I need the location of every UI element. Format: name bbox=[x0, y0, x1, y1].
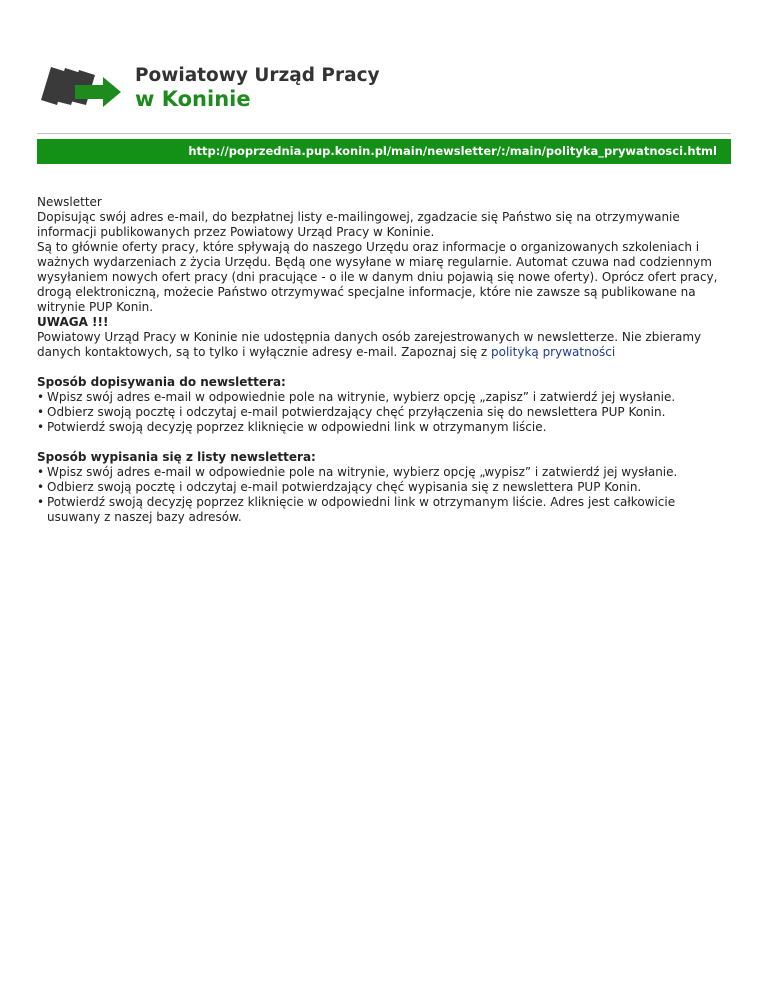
bullet-icon: • bbox=[37, 495, 45, 509]
bullet-icon: • bbox=[37, 420, 45, 434]
unsubscribe-heading: Sposób wypisania się z listy newslettera: bbox=[37, 450, 316, 464]
header-divider bbox=[37, 133, 731, 134]
privacy-policy-link[interactable]: polityką prywatności bbox=[491, 345, 616, 359]
bullet-icon: • bbox=[37, 390, 45, 404]
warning-block bbox=[37, 315, 731, 360]
logo[interactable] bbox=[37, 60, 397, 115]
bullet-icon: • bbox=[37, 465, 45, 479]
list-item: • Odbierz swoją pocztę i odczytaj e-mail potwierdzający chęć wypisania się z newslettera PUP Konin. bbox=[37, 480, 642, 494]
intro-paragraph: Dopisując swój adres e-mail, do bezpłatnej listy e-mailingowej, zgadzacie się Państwo się na otrzymywanie informacji publikowanych przez Powiatowy Urząd Pracy w Koninie. bbox=[37, 210, 680, 239]
cards-arrow-logo-icon bbox=[37, 63, 123, 109]
description-paragraph: Są to głównie oferty pracy, które spływają do naszego Urzędu oraz informacje o organizowanych szkoleniach i ważnych wydarzeniach z życia Urzędu. Będą one wysyłane w miarę regularnie. Automat czuwa nad codziennym wysyłaniem nowych ofert pracy (dni pracujące - o ile w danym dniu pojawią się nowe oferty). Oprócz ofert pracy, drogą elektroniczną, możecie Państwo otrzymywać specjalne informacje, które nie zawsze są publikowane na witrynie PUP Konin. bbox=[37, 240, 718, 314]
list-item: • Potwierdź swoją decyzję poprzez kliknięcie w odpowiedni link w otrzymanym liście. bbox=[37, 420, 547, 434]
bullet-icon: • bbox=[37, 405, 45, 419]
url-bar bbox=[37, 139, 731, 164]
warning-text bbox=[37, 330, 731, 360]
list-item: • Wpisz swój adres e-mail w odpowiednie pole na witrynie, wybierz opcję „wypisz” i zatwierdź jej wysłanie. bbox=[37, 465, 678, 479]
subscribe-steps-list bbox=[37, 390, 731, 435]
page-url: http://poprzednia.pup.konin.pl/main/newsletter/:/main/polityka_prywatnosci.html bbox=[188, 144, 717, 158]
logo-line-2: w Koninie bbox=[135, 87, 251, 111]
page-title: Newsletter bbox=[37, 195, 102, 209]
list-item: • Odbierz swoją pocztę i odczytaj e-mail potwierdzający chęć przyłączenia się do newslettera PUP Konin. bbox=[37, 405, 666, 419]
unsubscribe-steps-list bbox=[37, 465, 731, 525]
subscribe-heading: Sposób dopisywania do newslettera: bbox=[37, 375, 286, 389]
main-content bbox=[37, 195, 731, 525]
warning-title: UWAGA !!! bbox=[37, 315, 109, 329]
list-item: • Wpisz swój adres e-mail w odpowiednie pole na witrynie, wybierz opcję „zapisz” i zatwierdź jej wysłanie. bbox=[37, 390, 676, 404]
bullet-icon: • bbox=[37, 480, 45, 494]
warning-text-body: Powiatowy Urząd Pracy w Koninie nie udostępnia danych osób zarejestrowanych w newsletterze. Nie zbieramy danych kontaktowych, są to tylko i wyłącznie adresy e-mail. Zapoznaj się z bbox=[37, 330, 702, 359]
logo-line-1: Powiatowy Urząd Pracy bbox=[135, 65, 380, 86]
list-item: • Potwierdź swoją decyzję poprzez kliknięcie w odpowiedni link w otrzymanym liście. Adres jest całkowicie usuwany z naszej bazy adresów. bbox=[37, 495, 676, 524]
